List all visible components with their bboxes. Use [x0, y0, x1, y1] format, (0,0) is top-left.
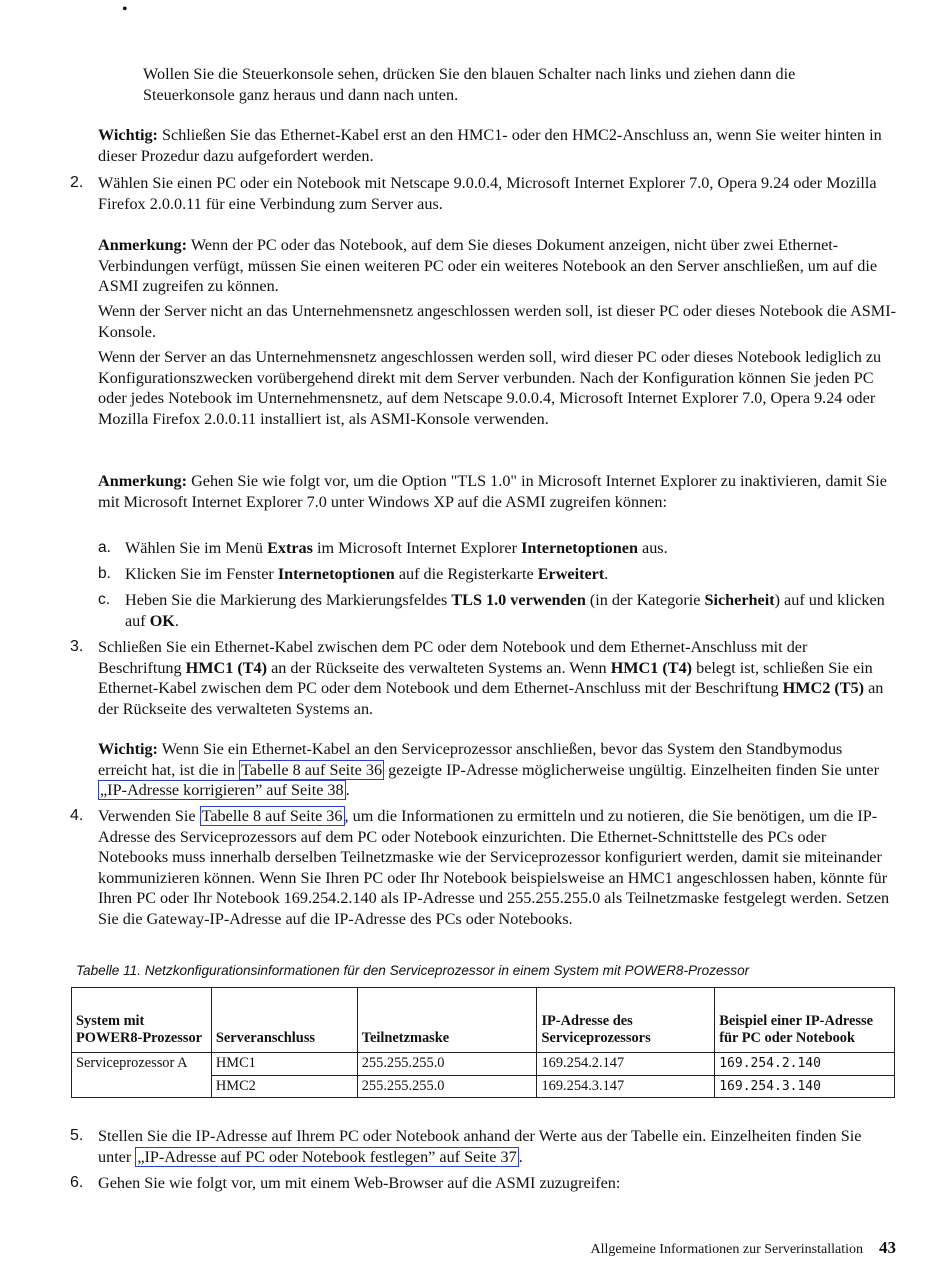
table-header-row	[72, 988, 895, 1053]
step-2-text: Wählen Sie einen PC oder ein Notebook mit Netscape 9.0.0.4, Microsoft Internet Explorer 7.0, Opera 9.24 oder Mozilla Firefox 2.0.0.11 für eine Verbindung zum Server aus.	[98, 174, 877, 213]
substep-b-text: Klicken Sie im Fenster Internetoptionen auf die Registerkarte Erweitert.	[125, 565, 609, 583]
bullet-text: Wollen Sie die Steuerkonsole sehen, drücken Sie den blauen Schalter nach links und ziehen dann die Steuerkonsole ganz heraus und dann nach unten.	[143, 65, 796, 104]
link-tabelle-8[interactable]: Tabelle 8 auf Seite 36	[241, 760, 383, 779]
header-port: Serveranschluss	[211, 988, 357, 1053]
step-2-number: 2.	[70, 174, 84, 191]
footer-title: Allgemeine Informationen zur Serverinstallation	[590, 1242, 863, 1257]
cell-ip: 169.254.2.147	[537, 1053, 715, 1076]
header-service-processor-ip: IP-Adresse des Serviceprozessors	[537, 988, 715, 1053]
note-text: Gehen Sie wie folgt vor, um die Option "TLS 1.0" in Microsoft Internet Explorer zu inaktivieren, damit Sie mit Microsoft Internet Explorer 7.0 unter Windows XP auf die ASMI zugreifen können:	[98, 472, 887, 511]
cell-port: HMC2	[211, 1075, 357, 1098]
table-caption: Tabelle 11. Netzkonfigurationsinformationen für den Serviceprozessor in einem System mit POWER8-Prozessor	[76, 963, 750, 978]
link-tabelle-8[interactable]: Tabelle 8 auf Seite 36	[201, 807, 343, 825]
step-2-paragraph-1: Wenn der Server nicht an das Unternehmensnetz angeschlossen werden soll, ist dieser PC oder dieses Notebook die ASMI-Konsole.	[98, 302, 896, 341]
cell-system: Serviceprozessor A	[72, 1053, 212, 1098]
page-footer	[0, 1238, 896, 1261]
step-3-important-note: Wichtig: Wenn Sie ein Ethernet-Kabel an den Serviceprozessor anschließen, bevor das System den Standbymodus erreicht hat, ist die in Tabelle 8 auf Seite 36 gezeigte IP-Adresse möglicherweise ungültig. Einzelheiten finden Sie unter „IP-Adresse korrigieren” auf Seite 38 .	[98, 740, 879, 800]
step-2-note-2	[98, 471, 898, 512]
header-subnet-mask: Teilnetzmaske	[357, 988, 537, 1053]
table-row	[72, 1053, 895, 1076]
step-4-text: Verwenden Sie Tabelle 8 auf Seite 36 , um die Informationen zu ermitteln und zu notieren, die Sie benötigen, um die IP-Adresse des Serviceprozessors auf dem PC oder Notebook einzurichten. Die Ethernet-Schnittstelle des PCs oder Notebooks muss innerhalb derselben Teilnetzmaske wie der Serviceprozessor konfiguriert werden, damit sie miteinander kommunizieren können. Wenn Sie Ihren PC oder Ihr Notebook beispielsweise an HMC1 angeschlossen haben, könnte für Ihren PC oder Ihr Notebook 169.254.2.140 als IP-Adresse und 255.255.255.0 als Teilnetzmaske festgelegt werden. Setzen Sie die Gateway-IP-Adresse auf die IP-Adresse des PCs oder Notebooks.	[98, 807, 890, 928]
network-config-table	[71, 987, 895, 1098]
bullet-marker: •	[122, 1, 128, 18]
substep-c-text: Heben Sie die Markierung des Markierungsfeldes TLS 1.0 verwenden (in der Kategorie Sicherheit) auf und klicken auf OK.	[125, 591, 885, 630]
note-text: Wenn der PC oder das Notebook, auf dem Sie dieses Dokument anzeigen, nicht über zwei Ethernet-Verbindungen verfügt, müssen Sie einen weiteren PC oder ein weiteres Notebook an den Server anschließen, um auf die ASMI zugreifen zu können.	[98, 236, 878, 296]
step-2-note-1	[98, 235, 888, 297]
step-5-text: Stellen Sie die IP-Adresse auf Ihrem PC oder Notebook anhand der Werte aus der Tabelle ein. Einzelheiten finden Sie unter „IP-Adresse auf PC oder Notebook festlegen” auf Seite 37 .	[98, 1127, 862, 1166]
header-system: System mit POWER8-Prozessor	[72, 988, 212, 1053]
header-example-ip: Beispiel einer IP-Adresse für PC oder Notebook	[715, 988, 895, 1053]
important-label: Wichtig:	[98, 740, 158, 758]
substep-b-letter: b.	[98, 565, 111, 582]
step-3-number: 3.	[70, 638, 84, 655]
link-ip-adresse-korrigieren[interactable]: „IP-Adresse korrigieren” auf Seite 38	[100, 781, 344, 800]
important-note-1	[98, 125, 888, 166]
cell-port: HMC1	[211, 1053, 357, 1076]
substep-a-letter: a.	[98, 539, 111, 556]
cell-ip: 169.254.3.147	[537, 1075, 715, 1098]
step-5-number: 5.	[70, 1127, 84, 1144]
important-label: Wichtig:	[98, 126, 158, 144]
substep-c-letter: c.	[98, 591, 111, 608]
note-label: Anmerkung:	[98, 236, 188, 254]
cell-mask: 255.255.255.0	[357, 1075, 537, 1098]
cell-example: 169.254.2.140	[715, 1053, 895, 1076]
cell-example: 169.254.3.140	[715, 1075, 895, 1098]
link-ip-adresse-festlegen[interactable]: „IP-Adresse auf PC oder Notebook festlegen” auf Seite 37	[137, 1147, 517, 1166]
step-2-paragraph-2: Wenn der Server an das Unternehmensnetz angeschlossen werden soll, wird dieser PC oder dieses Notebook lediglich zu Konfigurationszwecken vorübergehend direkt mit dem Server verbunden. Nach der Konfiguration können Sie jeden PC oder jedes Notebook im Unternehmensnetz, auf dem Netscape 9.0.0.4, Microsoft Internet Explorer 7.0, Opera 9.24 oder Mozilla Firefox 2.0.0.11 installiert ist, als ASMI-Konsole verwenden.	[98, 348, 882, 428]
important-text: Schließen Sie das Ethernet-Kabel erst an den HMC1- oder den HMC2-Anschluss an, wenn Sie weiter hinten in dieser Prozedur dazu aufgefordert werden.	[98, 126, 882, 165]
step-6-text: Gehen Sie wie folgt vor, um mit einem Web-Browser auf die ASMI zuzugreifen:	[98, 1174, 621, 1192]
step-3-text: Schließen Sie ein Ethernet-Kabel zwischen dem PC oder dem Notebook und dem Ethernet-Anschluss mit der Beschriftung HMC1 (T4) an der Rückseite des verwalteten Systems an. Wenn HMC1 (T4) belegt ist, schließen Sie ein Ethernet-Kabel zwischen dem PC oder dem Notebook und dem Ethernet-Anschluss mit der Beschriftung HMC2 (T5) an der Rückseite des verwalteten Systems an.	[98, 638, 884, 718]
substep-a-text: Wählen Sie im Menü Extras im Microsoft Internet Explorer Internetoptionen aus.	[125, 539, 668, 557]
step-6-number: 6.	[70, 1174, 84, 1191]
note-label: Anmerkung:	[98, 472, 188, 490]
page-number: 43	[879, 1238, 896, 1257]
cell-mask: 255.255.255.0	[357, 1053, 537, 1076]
step-4-number: 4.	[70, 807, 84, 824]
